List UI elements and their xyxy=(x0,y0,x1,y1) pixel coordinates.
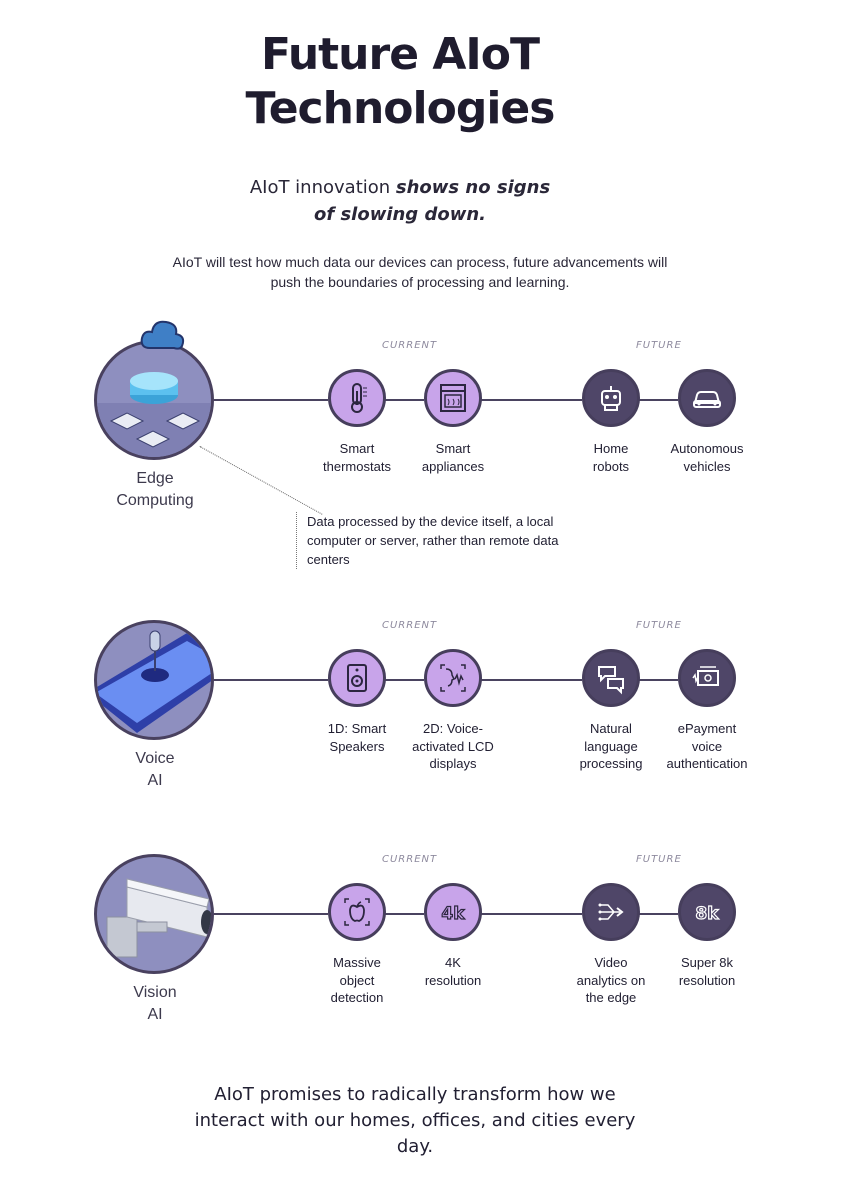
future-tag: FUTURE xyxy=(636,340,682,351)
title-line-1: Future AIoT xyxy=(260,29,540,80)
connector-line xyxy=(384,913,424,915)
current-tag: CURRENT xyxy=(382,340,438,351)
robot-icon xyxy=(594,381,628,415)
edge-computing-note: Data processed by the device itself, a local computer or server, rather than remote data centers xyxy=(296,512,567,569)
current-tag: CURRENT xyxy=(382,854,438,865)
title-line-2: Technologies xyxy=(245,83,555,134)
node-label: 2D: Voice- activated LCD displays xyxy=(412,721,494,771)
security-camera-icon xyxy=(97,857,214,974)
payment-voice-icon xyxy=(690,661,724,695)
connector-line xyxy=(638,399,678,401)
car-icon xyxy=(690,381,724,415)
future-tag: FUTURE xyxy=(636,620,682,631)
node-smart-appliances xyxy=(424,369,482,427)
section-voice-ai xyxy=(0,620,851,860)
closing-statement: AIoT promises to radically transform how we interact with our homes, offices, and cities every day. xyxy=(194,1084,636,1157)
node-home-robots xyxy=(582,369,640,427)
subtitle-emphasis-2: of slowing down. xyxy=(313,204,486,225)
edge-computing-illustration xyxy=(94,340,214,460)
speaker-icon xyxy=(340,661,374,695)
node-label: 4K resolution xyxy=(424,955,482,988)
oven-icon xyxy=(436,381,470,415)
chat-bubbles-icon xyxy=(594,661,628,695)
subtitle-plain: AIoT innovation xyxy=(249,177,396,198)
page-title xyxy=(0,28,800,136)
tablet-microphone-icon xyxy=(97,623,214,740)
vision-ai-illustration xyxy=(94,854,214,974)
node-smart-speakers xyxy=(328,649,386,707)
edge-device-icon xyxy=(97,343,214,460)
node-4k-resolution xyxy=(424,883,482,941)
node-label: Video analytics on the edge xyxy=(576,955,646,1005)
node-smart-thermostats xyxy=(328,369,386,427)
4k-icon xyxy=(436,895,470,929)
8k-icon xyxy=(690,895,724,929)
connector-line xyxy=(638,679,678,681)
connector-line xyxy=(480,679,582,681)
network-arrow-icon xyxy=(594,895,628,929)
node-natural-language xyxy=(582,649,640,707)
node-label: ePayment voice authentication xyxy=(666,721,748,771)
node-epayment-voice xyxy=(678,649,736,707)
node-object-detection xyxy=(328,883,386,941)
edge-computing-label: Edge Computing xyxy=(116,470,194,509)
connector-line xyxy=(638,913,678,915)
connector-line xyxy=(480,399,582,401)
node-label: Smart appliances xyxy=(421,441,485,474)
node-autonomous-vehicles xyxy=(678,369,736,427)
voice-ai-illustration xyxy=(94,620,214,740)
svg-text:4k: 4k xyxy=(441,904,465,924)
node-label: Massive object detection xyxy=(330,955,384,1005)
node-8k-resolution xyxy=(678,883,736,941)
connector-line xyxy=(480,913,582,915)
node-label: 1D: Smart Speakers xyxy=(327,721,387,754)
connector-line xyxy=(214,913,328,915)
node-label: Super 8k resolution xyxy=(678,955,736,988)
future-tag: FUTURE xyxy=(636,854,682,865)
cloud-icon xyxy=(140,318,186,354)
connector-line xyxy=(384,399,424,401)
vision-ai-label: Vision AI xyxy=(133,984,177,1023)
subtitle-emphasis-1: shows no signs xyxy=(395,177,551,198)
voice-face-icon xyxy=(436,661,470,695)
node-label: Natural language processing xyxy=(579,721,643,771)
node-video-analytics xyxy=(582,883,640,941)
node-label: Autonomous vehicles xyxy=(670,441,744,474)
intro-text: AIoT will test how much data our devices can process, future advancements will push the boundaries of processing and learning. xyxy=(172,254,668,290)
voice-ai-label: Voice AI xyxy=(135,750,175,789)
connector-line xyxy=(384,679,424,681)
connector-line xyxy=(214,399,328,401)
connector-line xyxy=(214,679,328,681)
node-voice-lcd-displays xyxy=(424,649,482,707)
node-label: Home robots xyxy=(592,441,630,474)
node-label: Smart thermostats xyxy=(323,441,391,474)
section-vision-ai xyxy=(0,854,851,1094)
subtitle xyxy=(180,174,620,228)
svg-text:8k: 8k xyxy=(695,904,719,924)
current-tag: CURRENT xyxy=(382,620,438,631)
apple-scan-icon xyxy=(340,895,374,929)
thermometer-icon xyxy=(340,381,374,415)
